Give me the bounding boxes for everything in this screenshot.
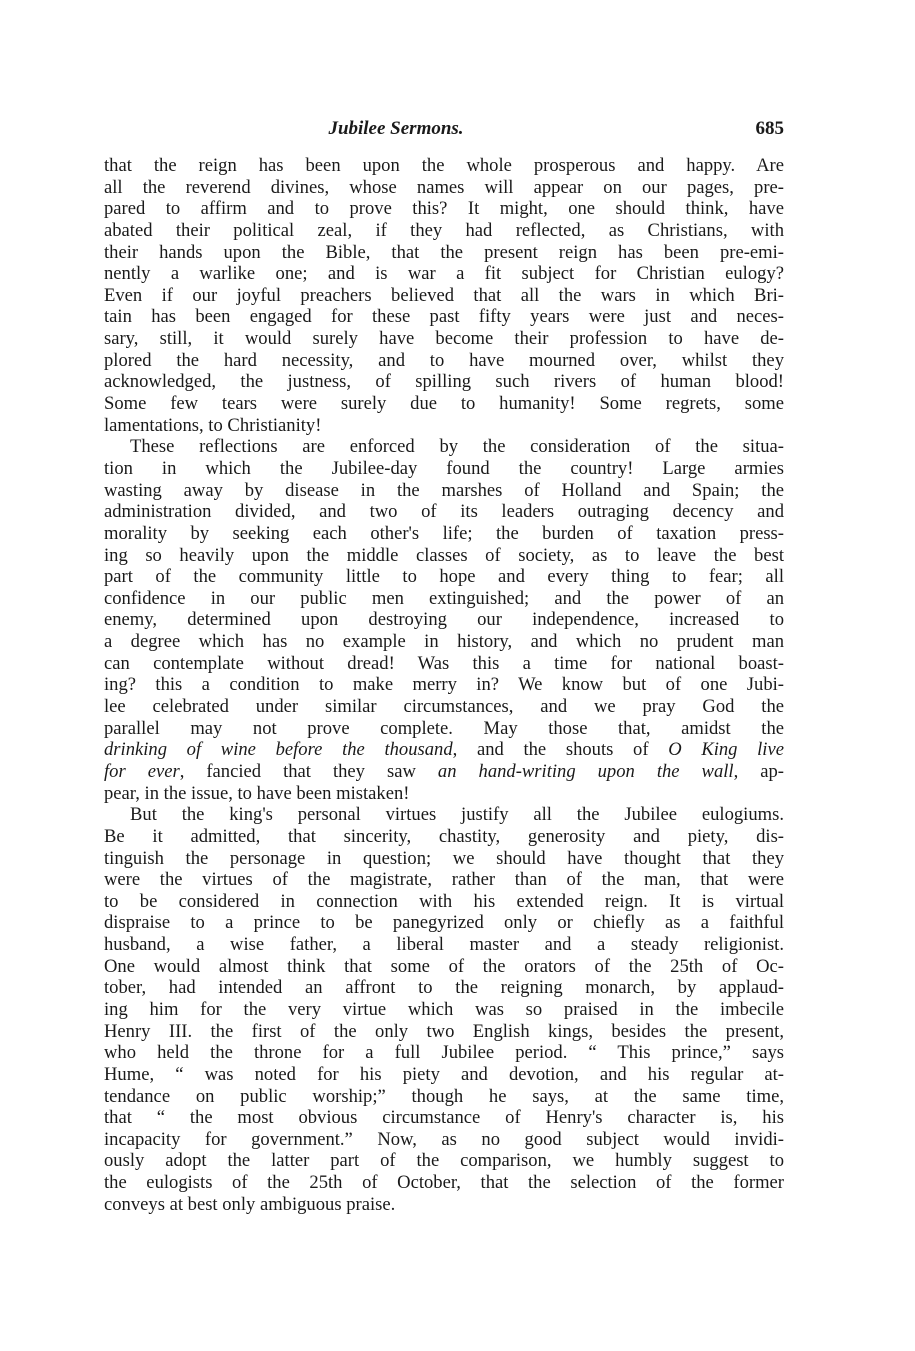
italic-phrase: drinking of wine before the thousand bbox=[104, 739, 453, 761]
text-line: pear, in the issue, to have been mistaken! bbox=[104, 782, 410, 804]
paragraph bbox=[104, 804, 784, 1215]
text-line: abated their political zeal, if they had reflected, as Christians, with bbox=[104, 219, 784, 241]
text-line: part of the community little to hope and every thing to fear; all bbox=[104, 566, 784, 588]
text-line: who held the throne for a full Jubilee period. “ This prince,” says bbox=[104, 1042, 784, 1064]
text-line: tion in which the Jubilee-day found the country! Large armies bbox=[104, 457, 784, 479]
text-line: administration divided, and two of its leaders outraging decency and bbox=[104, 501, 784, 523]
text-line: tain has been engaged for these past fifty years were just and neces- bbox=[104, 306, 784, 328]
text-line: Hume, “ was noted for his piety and devotion, and his regular at- bbox=[104, 1063, 784, 1085]
text-segment: , fancied that they saw bbox=[179, 760, 438, 782]
text-line: One would almost think that some of the orators of the 25th of Oc- bbox=[104, 955, 784, 977]
text-line: tendance on public worship;” though he says, at the same time, bbox=[104, 1085, 784, 1107]
text-segment: , and the shouts of bbox=[452, 739, 669, 761]
text-line: conveys at best only ambiguous praise. bbox=[104, 1193, 396, 1215]
article-body bbox=[104, 155, 784, 1215]
text-line: ing? this a condition to make merry in? We know but of one Jubi- bbox=[104, 674, 784, 696]
paragraph bbox=[104, 436, 784, 804]
text-line: These reflections are enforced by the consideration of the situa- bbox=[130, 436, 784, 458]
text-line: tinguish the personage in question; we should have thought that they bbox=[104, 847, 784, 869]
text-line: that “ the most obvious circumstance of Henry's character is, his bbox=[104, 1107, 784, 1129]
text-line: morality by seeking each other's life; the burden of taxation press- bbox=[104, 522, 784, 544]
text-line: lee celebrated under similar circumstances, and we pray God the bbox=[104, 696, 784, 718]
page-header bbox=[104, 118, 784, 144]
running-title: Jubilee Sermons. bbox=[328, 118, 464, 139]
text-line: wasting away by disease in the marshes of Holland and Spain; the bbox=[104, 479, 784, 501]
text-line bbox=[104, 739, 784, 761]
text-line: a degree which has no example in history, and which no prudent man bbox=[104, 631, 784, 653]
text-line: Henry III. the first of the only two English kings, besides the present, bbox=[104, 1020, 784, 1042]
text-segment: , ap- bbox=[733, 760, 784, 782]
italic-phrase: an hand-writing upon the wall bbox=[437, 760, 734, 782]
text-line: Some few tears were surely due to humanity! Some regrets, some bbox=[104, 393, 784, 415]
text-line: But the king's personal virtues justify all the Jubilee eulogiums. bbox=[130, 804, 784, 826]
text-line: ing him for the very virtue which was so praised in the imbecile bbox=[104, 998, 784, 1020]
text-line: ously adopt the latter part of the comparison, we humbly suggest to bbox=[104, 1150, 784, 1172]
text-line: all the reverend divines, whose names will appear on our pages, pre- bbox=[104, 176, 784, 198]
text-line: Be it admitted, that sincerity, chastity, generosity and piety, dis- bbox=[104, 825, 784, 847]
text-line: enemy, determined upon destroying our independence, increased to bbox=[104, 609, 784, 631]
text-line: to be considered in connection with his extended reign. It is virtual bbox=[104, 890, 784, 912]
text-line: tober, had intended an affront to the reigning monarch, by applaud- bbox=[104, 977, 784, 999]
text-line: that the reign has been upon the whole prosperous and happy. Are bbox=[104, 155, 784, 176]
page-number: 685 bbox=[755, 118, 784, 139]
italic-phrase: O King live bbox=[668, 739, 784, 761]
text-line: Even if our joyful preachers believed that all the wars in which Bri- bbox=[104, 284, 784, 306]
text-line: pared to affirm and to prove this? It might, one should think, have bbox=[104, 198, 784, 220]
text-line: dispraise to a prince to be panegyrized only or chiefly as a faithful bbox=[104, 912, 784, 934]
text-line: their hands upon the Bible, that the present reign has been pre-emi- bbox=[104, 241, 784, 263]
text-line bbox=[104, 761, 784, 783]
text-line: confidence in our public men extinguished; and the power of an bbox=[104, 587, 784, 609]
text-line: can contemplate without dread! Was this a time for national boast- bbox=[104, 652, 784, 674]
text-line: parallel may not prove complete. May those that, amidst the bbox=[104, 717, 784, 739]
text-line: were the virtues of the magistrate, rather than of the man, that were bbox=[104, 869, 784, 891]
text-line: lamentations, to Christianity! bbox=[104, 414, 322, 436]
text-line: sary, still, it would surely have become their profession to have de- bbox=[104, 328, 784, 350]
text-line: incapacity for government.” Now, as no good subject would invidi- bbox=[104, 1128, 784, 1150]
text-line: ing so heavily upon the middle classes of society, as to leave the best bbox=[104, 544, 784, 566]
text-line: husband, a wise father, a liberal master and a steady religionist. bbox=[104, 934, 784, 956]
text-line: nently a warlike one; and is war a fit subject for Christian eulogy? bbox=[104, 263, 784, 285]
text-line: plored the hard necessity, and to have mourned over, whilst they bbox=[104, 349, 784, 371]
text-line: the eulogists of the 25th of October, that the selection of the former bbox=[104, 1172, 784, 1194]
italic-phrase: for ever bbox=[104, 760, 180, 782]
paragraph bbox=[104, 155, 784, 436]
text-line: acknowledged, the justness, of spilling such rivers of human blood! bbox=[104, 371, 784, 393]
